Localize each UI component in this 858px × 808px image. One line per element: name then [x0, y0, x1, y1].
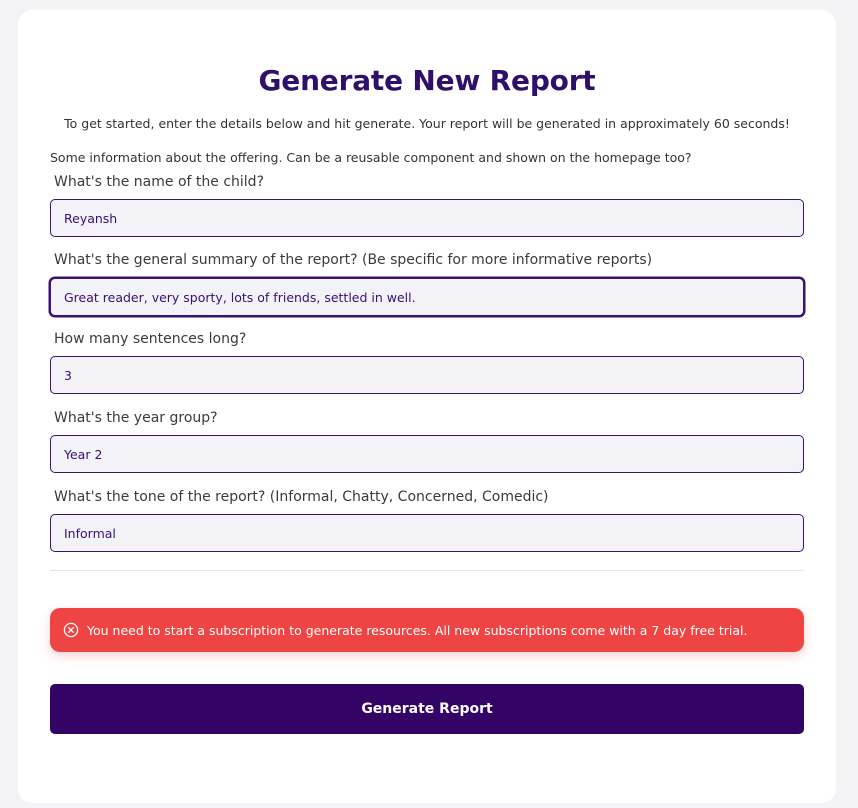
child-name-label: What's the name of the child?	[54, 174, 264, 190]
report-form-card	[18, 10, 836, 803]
intro-text: To get started, enter the details below and hit generate. Your report will be generated in approximately 60 seconds!	[64, 116, 790, 131]
form-divider	[50, 570, 804, 571]
x-circle-icon	[63, 622, 79, 638]
generate-report-button[interactable]: Generate Report	[50, 684, 804, 734]
sentences-label: How many sentences long?	[54, 331, 247, 347]
page-title: Generate New Report	[258, 64, 596, 97]
subscription-error-alert	[50, 608, 804, 652]
tone-label: What's the tone of the report? (Informal, Chatty, Concerned, Comedic)	[54, 489, 549, 505]
alert-message: You need to start a subscription to generate resources. All new subscriptions come with a 7 day free trial.	[87, 622, 748, 638]
year-group-input[interactable]	[50, 435, 804, 473]
offering-info-text: Some information about the offering. Can be a reusable component and shown on the homepage too?	[50, 150, 692, 165]
year-group-label: What's the year group?	[54, 410, 218, 426]
sentences-input[interactable]	[50, 356, 804, 394]
child-name-input[interactable]	[50, 199, 804, 237]
summary-input[interactable]	[50, 278, 804, 316]
summary-label: What's the general summary of the report? (Be specific for more informative reports)	[54, 252, 653, 268]
tone-input[interactable]	[50, 514, 804, 552]
